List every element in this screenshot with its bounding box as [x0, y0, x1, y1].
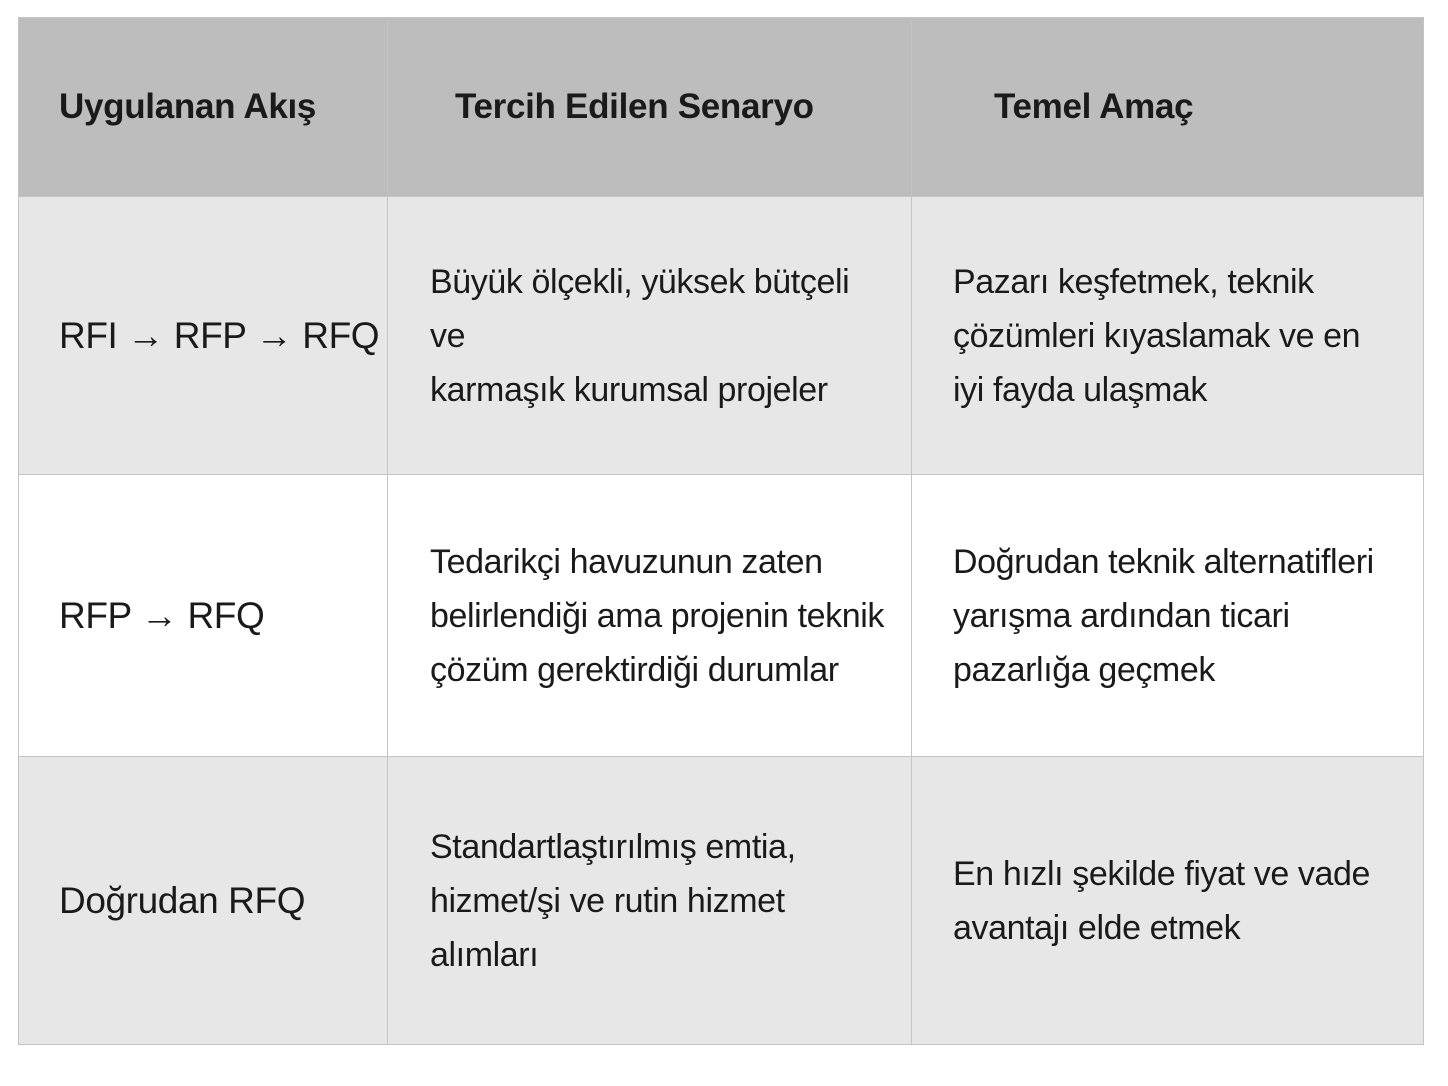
cell-flow — [19, 475, 388, 756]
flow-text: RFP → RFQ — [59, 594, 265, 636]
cell-flow — [19, 197, 388, 474]
table-header-row — [19, 18, 1423, 197]
cell-goal — [912, 757, 1423, 1044]
cell-goal — [912, 197, 1423, 474]
goal-text: En hızlı şekilde fiyat ve vade avantajı elde etmek — [953, 854, 1371, 947]
cell-scenario — [388, 475, 912, 756]
cell-scenario — [388, 197, 912, 474]
flow-text: Doğrudan RFQ — [59, 879, 306, 921]
table-row — [19, 757, 1423, 1044]
cell-goal — [912, 475, 1423, 756]
table-row — [19, 475, 1423, 757]
scenario-text: Standartlaştırılmış emtia, hizmet/şi ve rutin hizmet alımları — [430, 827, 796, 974]
scenario-text: Tedarikçi havuzunun zaten belirlendiği ama projenin teknik çözüm gerektirdiği durumlar — [430, 542, 885, 689]
cell-scenario — [388, 757, 912, 1044]
scenario-text: Büyük ölçekli, yüksek bütçeli ve karmaşık kurumsal projeler — [430, 262, 850, 409]
header-cell-flow: Uygulanan Akış — [19, 18, 388, 196]
header-cell-goal: Temel Amaç — [994, 87, 1194, 126]
comparison-table — [18, 17, 1424, 1045]
goal-text: Doğrudan teknik alternatifleri yarışma ardından ticari pazarlığa geçmek — [953, 542, 1374, 689]
flow-text: RFI → RFP → RFQ — [59, 314, 380, 356]
header-cell-scenario: Tercih Edilen Senaryo — [388, 18, 912, 196]
cell-flow — [19, 757, 388, 1044]
table-row — [19, 197, 1423, 475]
goal-text: Pazarı keşfetmek, teknik çözümleri kıyaslamak ve en iyi fayda ulaşmak — [953, 262, 1361, 409]
